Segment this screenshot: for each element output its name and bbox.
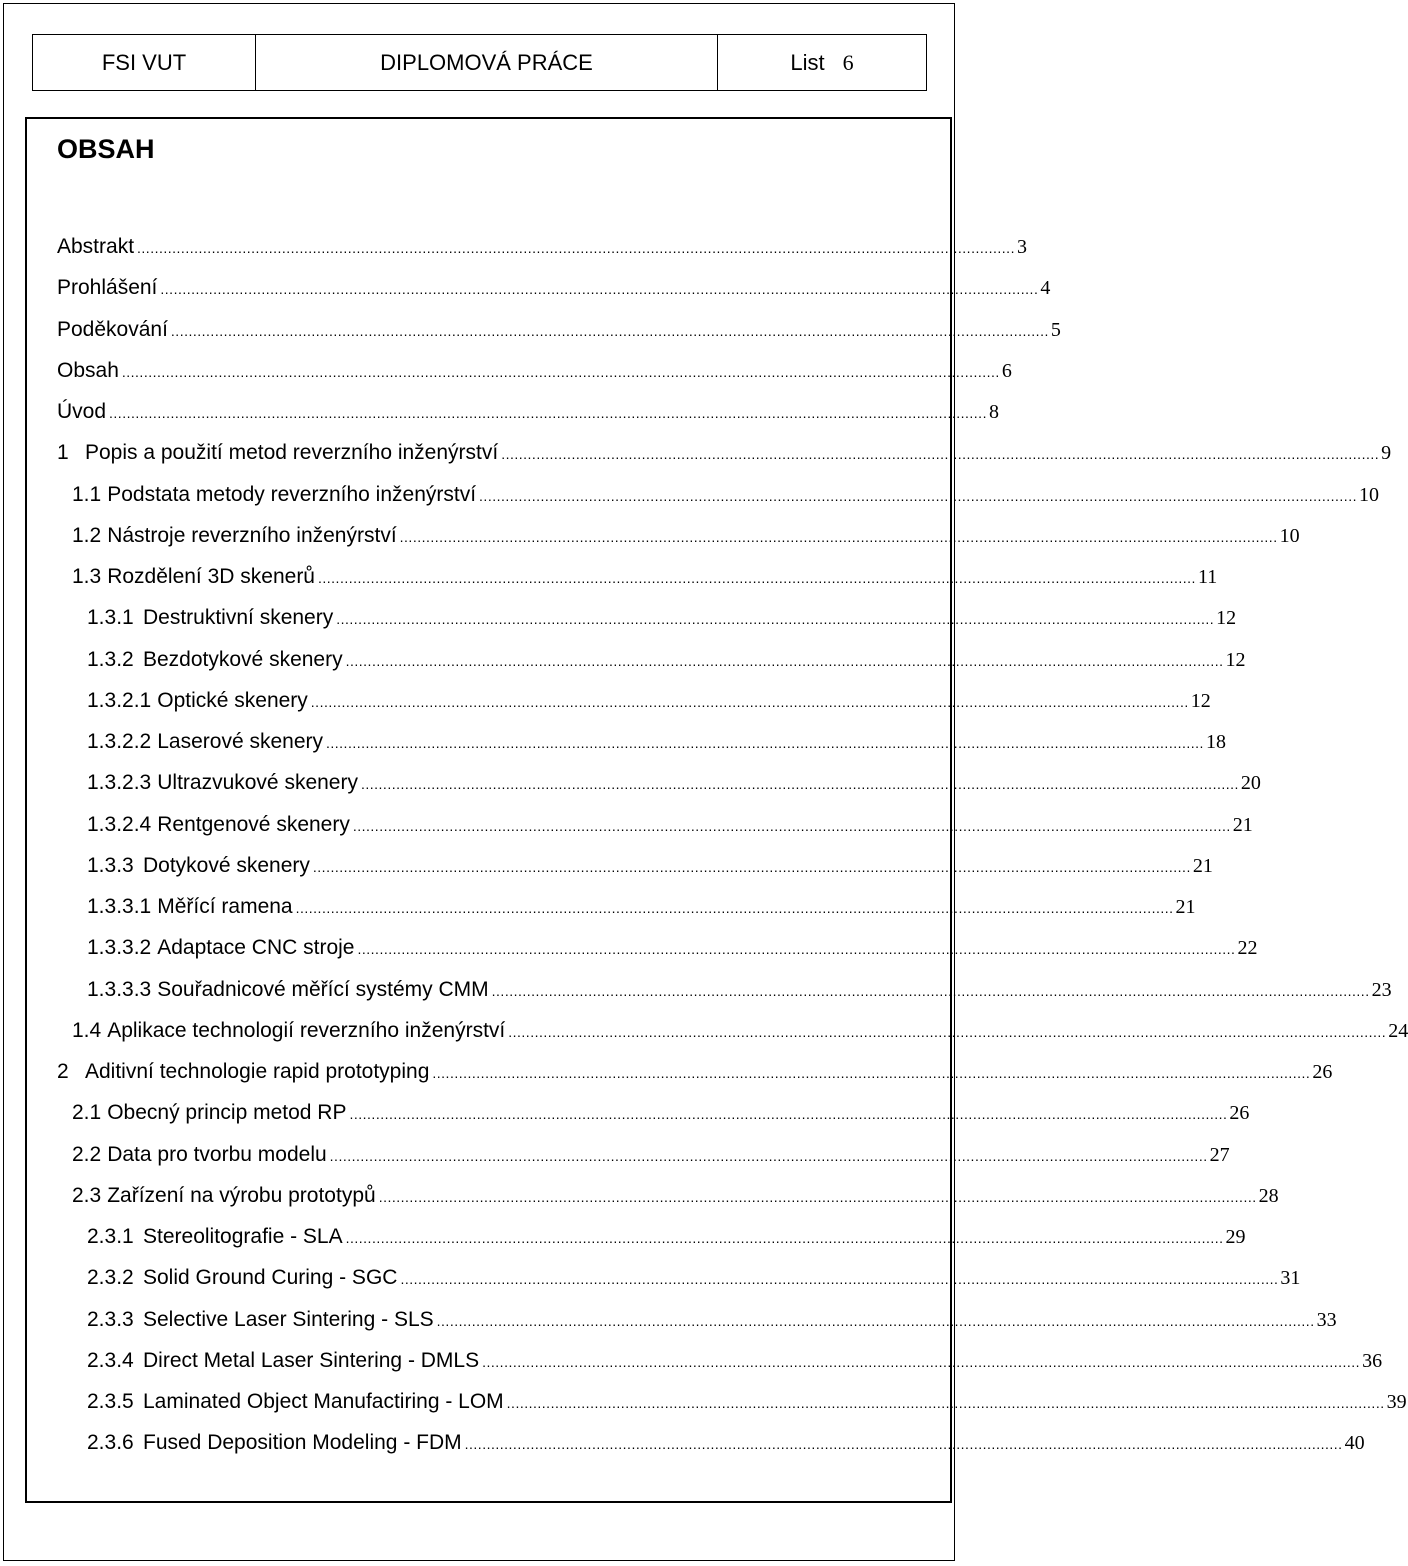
toc-entry-number: 2.3.4 <box>87 1348 134 1372</box>
toc-entry-page: 27 <box>1209 1143 1230 1166</box>
toc-entry-label <box>87 1390 504 1414</box>
toc-entry-page: 10 <box>1358 483 1379 506</box>
toc-entry-label <box>87 978 489 1002</box>
toc-entry-number: 1.3.2.1 <box>87 688 152 712</box>
toc-entry-number: 2.3.6 <box>87 1431 134 1455</box>
toc-entry-page: 12 <box>1216 607 1237 630</box>
toc-entry-page: 10 <box>1279 524 1300 547</box>
toc-entry-text: Dotykové skenery <box>143 853 310 877</box>
header-sheet <box>717 35 926 90</box>
toc-entry[interactable] <box>87 807 1253 837</box>
toc-entry-page: 26 <box>1312 1061 1333 1083</box>
toc-entry-number: 2.3 <box>72 1183 102 1207</box>
header-sheet-number: 6 <box>842 49 854 75</box>
toc-entry-label <box>87 771 358 795</box>
toc-dot-leader: ........................................................................................................................................................................................................ <box>310 693 1189 710</box>
toc-entry-text: Laserové skenery <box>157 730 323 753</box>
toc-entry[interactable] <box>87 642 1246 672</box>
toc-entry-text: Aditivní technologie rapid prototyping <box>85 1060 430 1083</box>
toc-entry[interactable] <box>72 559 1218 589</box>
toc-entry-text: Data pro tvorbu modelu <box>107 1142 327 1166</box>
toc-entry-label <box>87 895 293 919</box>
toc-entry-page: 40 <box>1344 1432 1365 1455</box>
toc-dot-leader: ........................................................................................................................................................................................................ <box>326 735 1204 751</box>
toc-entry-page: 8 <box>988 401 999 423</box>
toc-entry[interactable] <box>87 724 1226 754</box>
toc-dot-leader: ........................................................................................................................................................................................................ <box>345 652 1224 669</box>
toc-entry-number: 2.2 <box>72 1142 102 1166</box>
toc-entry-page: 3 <box>1016 236 1027 258</box>
toc-entry-text: Bezdotykové skenery <box>143 647 343 671</box>
toc-entry-text: Souřadnicové měřící systémy CMM <box>157 977 489 1001</box>
toc-entry-number: 1.3.3.2 <box>87 936 152 960</box>
toc-entry-number: 1.3.3.3 <box>87 977 152 1001</box>
toc-entry-label <box>87 1349 479 1373</box>
toc-entry-text: Podstata metody reverzního inženýrství <box>107 482 477 506</box>
toc-entry-number: 2.3.3 <box>87 1307 134 1331</box>
toc-dot-leader: ........................................................................................................................................................................................................ <box>349 1106 1228 1123</box>
toc-entry-label <box>72 524 397 548</box>
page-header <box>32 34 927 91</box>
toc-title: OBSAH <box>57 134 155 164</box>
toc-entry[interactable] <box>87 1384 1407 1414</box>
toc-dot-leader: ........................................................................................................................................................................................................ <box>479 487 1357 504</box>
toc-entry-text: Popis a použití metod reverzního inženýrství <box>85 441 499 465</box>
toc-entry-label <box>87 813 350 837</box>
toc-entry[interactable] <box>87 889 1196 919</box>
toc-entry-page: 21 <box>1232 813 1253 836</box>
toc-dot-leader: ........................................................................................................................................................................................................ <box>345 1230 1224 1246</box>
toc-entry[interactable] <box>57 1054 1333 1084</box>
toc-entry[interactable] <box>87 1425 1365 1455</box>
toc-entry-page: 5 <box>1050 318 1061 341</box>
toc-entry-number: 1 <box>57 441 69 465</box>
toc-dot-leader: ........................................................................................................................................................................................................ <box>464 1436 1343 1453</box>
toc-entry-text: Aplikace technologií reverzního inženýrství <box>107 1018 506 1042</box>
header-doc-type <box>255 35 717 90</box>
toc-entry-number: 1.3 <box>72 565 102 588</box>
toc-dot-leader: ........................................................................................................................................................................................................ <box>378 1188 1257 1205</box>
toc-entry-page: 12 <box>1225 648 1246 671</box>
toc-entry-label <box>57 441 498 465</box>
toc-entry-text: Obecný princip metod RP <box>107 1101 347 1125</box>
toc-dot-leader: ........................................................................................................................................................................................................ <box>318 570 1196 586</box>
toc-entry-label <box>87 1225 343 1249</box>
toc-entry[interactable] <box>72 1013 1408 1043</box>
toc-entry-page: 9 <box>1381 442 1392 465</box>
toc-entry-label <box>87 1308 434 1332</box>
toc-dot-leader: ........................................................................................................................................................................................................ <box>436 1312 1315 1329</box>
toc-entry[interactable] <box>72 1178 1279 1208</box>
toc-entry-label <box>87 648 343 672</box>
toc-entry-label <box>87 730 323 754</box>
toc-entry-text: Optické skenery <box>157 688 308 712</box>
toc-entry-text: Nástroje reverzního inženýrství <box>107 523 397 547</box>
toc-entry-label <box>87 606 333 630</box>
toc-entry-text: Laminated Object Manufactiring - LOM <box>143 1390 504 1413</box>
toc-entry-number: 1.3.3.1 <box>87 895 152 918</box>
toc-entry-text: Selective Laser Sintering - SLS <box>143 1307 434 1331</box>
toc-entry-number: 1.3.3 <box>87 853 134 877</box>
toc-entry-label <box>57 1060 429 1084</box>
toc-entry-number: 1.1 <box>72 482 102 506</box>
toc-entry[interactable] <box>57 394 999 424</box>
toc-dot-leader: ........................................................................................................................................................................................................ <box>160 281 1039 298</box>
toc-dot-leader: ........................................................................................................................................................................................................ <box>352 817 1231 834</box>
toc-entry[interactable] <box>57 229 1027 259</box>
toc-dot-leader: ........................................................................................................................................................................................................ <box>357 941 1236 958</box>
toc-entry[interactable] <box>57 312 1061 342</box>
header-doc-type-text: DIPLOMOVÁ PRÁCE <box>380 49 593 75</box>
toc-entry-label <box>87 689 308 713</box>
toc-entry-label <box>87 1266 397 1290</box>
toc-entry-page: 20 <box>1240 772 1261 795</box>
toc-entry-page: 39 <box>1386 1391 1407 1413</box>
toc-entry-page: 28 <box>1258 1184 1279 1207</box>
toc-entry-text: Úvod <box>57 400 107 423</box>
toc-entry-number: 1.3.2 <box>87 647 134 671</box>
toc-entry[interactable] <box>72 477 1379 507</box>
toc-entry-page: 23 <box>1371 978 1392 1001</box>
toc-entry-label <box>57 235 134 259</box>
toc-entry-label <box>57 318 168 342</box>
toc-entry-text: Zařízení na výrobu prototypů <box>107 1183 376 1207</box>
toc-entry-number: 2 <box>57 1060 69 1083</box>
toc-entry-text: Ultrazvukové skenery <box>157 771 358 795</box>
toc-entry-number: 2.1 <box>72 1101 102 1125</box>
toc-entry-label <box>72 1184 376 1208</box>
toc-entry-page: 22 <box>1237 937 1258 960</box>
toc-entry-label <box>57 359 119 383</box>
toc-entry[interactable] <box>72 518 1300 548</box>
toc-dot-leader: ........................................................................................................................................................................................................ <box>508 1023 1387 1040</box>
toc-entry-page: 21 <box>1175 896 1196 918</box>
toc-dot-leader: ........................................................................................................................................................................................................ <box>312 858 1191 875</box>
toc-entry-label <box>72 483 476 507</box>
toc-entry-number: 2.3.1 <box>87 1225 134 1248</box>
toc-entry-page: 4 <box>1040 277 1051 300</box>
toc-entry-text: Prohlášení <box>57 276 158 300</box>
toc-entry-number: 1.3.2.3 <box>87 771 152 795</box>
toc-entry[interactable] <box>87 600 1237 630</box>
toc-dot-leader: ........................................................................................................................................................................................................ <box>491 982 1370 999</box>
toc-dot-leader: ........................................................................................................................................................................................................ <box>482 1353 1361 1370</box>
toc-dot-leader: ........................................................................................................................................................................................................ <box>329 1147 1208 1164</box>
toc-entry-label <box>72 1019 505 1043</box>
toc-entry-label <box>72 1101 346 1125</box>
toc-entry-page: 26 <box>1229 1102 1250 1125</box>
toc-entry-number: 1.3.2.4 <box>87 812 152 836</box>
toc-dot-leader: ........................................................................................................................................................................................................ <box>336 611 1215 628</box>
toc-dot-leader: ........................................................................................................................................................................................................ <box>360 776 1239 793</box>
header-school <box>33 35 255 90</box>
toc-entry-label <box>72 565 315 589</box>
toc-dot-leader: ........................................................................................................................................................................................................ <box>501 446 1380 463</box>
toc-entry-text: Direct Metal Laser Sintering - DMLS <box>143 1348 480 1372</box>
toc-dot-leader: ........................................................................................................................................................................................................ <box>399 528 1278 545</box>
toc-dot-leader: ........................................................................................................................................................................................................ <box>400 1271 1279 1288</box>
toc-entry-page: 31 <box>1280 1267 1301 1290</box>
toc-entry[interactable] <box>87 930 1258 960</box>
toc-entry-label <box>87 936 355 960</box>
toc-entry-page: 21 <box>1192 854 1213 877</box>
toc-entry[interactable] <box>72 1137 1230 1167</box>
toc-entry-number: 1.4 <box>72 1018 102 1042</box>
toc-entry-page: 12 <box>1190 689 1211 712</box>
toc-entry-text: Fused Deposition Modeling - FDM <box>143 1431 462 1455</box>
toc-dot-leader: ........................................................................................................................................................................................................ <box>121 363 1000 380</box>
toc-dot-leader: ........................................................................................................................................................................................................ <box>295 900 1174 916</box>
toc-entry-number: 2.3.5 <box>87 1390 134 1413</box>
toc-entry[interactable] <box>72 1095 1250 1125</box>
header-school-text: FSI VUT <box>101 49 187 75</box>
toc-entry[interactable] <box>87 765 1261 795</box>
toc-entry-label <box>72 1143 327 1167</box>
toc-entry[interactable] <box>87 683 1211 713</box>
toc-entry-text: Rentgenové skenery <box>157 812 350 836</box>
toc-entry[interactable] <box>87 1260 1301 1290</box>
toc-dot-leader: ........................................................................................................................................................................................................ <box>432 1065 1311 1081</box>
toc-dot-leader: ........................................................................................................................................................................................................ <box>137 240 1015 256</box>
toc-entry-text: Solid Ground Curing - SGC <box>143 1266 398 1290</box>
header-sheet-label: List <box>790 49 825 75</box>
toc-dot-leader: ........................................................................................................................................................................................................ <box>109 405 987 421</box>
toc-entry-text: Destruktivní skenery <box>143 606 334 630</box>
toc-entry[interactable] <box>87 972 1392 1002</box>
toc-entry-page: 18 <box>1205 731 1226 753</box>
toc-entry-number: 2.3.2 <box>87 1266 134 1290</box>
toc-entry-label <box>87 1431 462 1455</box>
toc-dot-leader: ........................................................................................................................................................................................................ <box>506 1395 1385 1411</box>
toc-entry-page: 6 <box>1001 359 1012 382</box>
toc-entry[interactable] <box>87 848 1213 878</box>
toc-entry[interactable] <box>87 1219 1246 1249</box>
toc-entry-text: Poděkování <box>57 317 168 341</box>
toc-entry-label <box>57 400 106 424</box>
toc-entry-label <box>57 276 157 300</box>
toc-entry[interactable] <box>87 1302 1337 1332</box>
toc-entry[interactable] <box>87 1343 1383 1373</box>
toc-dot-leader: ........................................................................................................................................................................................................ <box>170 322 1049 339</box>
toc-entry-number: 1.2 <box>72 523 102 547</box>
toc-entry-page: 29 <box>1225 1226 1246 1248</box>
toc-entry[interactable] <box>57 435 1392 465</box>
toc-entry-page: 11 <box>1197 566 1218 588</box>
toc-entry[interactable] <box>57 353 1012 383</box>
toc-entry-page: 36 <box>1362 1349 1383 1372</box>
toc-entry-number: 1.3.2.2 <box>87 730 152 753</box>
toc-entry-text: Obsah <box>57 358 119 382</box>
toc-entry-text: Stereolitografie - SLA <box>143 1225 343 1248</box>
toc-entry-page: 33 <box>1316 1308 1337 1331</box>
toc-entry-text: Adaptace CNC stroje <box>157 936 355 960</box>
toc-entry-text: Abstrakt <box>57 235 135 258</box>
toc-entry-label <box>87 854 310 878</box>
toc-entry-page: 24 <box>1388 1019 1408 1042</box>
toc-entry-text: Měřící ramena <box>157 895 293 918</box>
toc-entry[interactable] <box>57 270 1051 300</box>
toc-entry-text: Rozdělení 3D skenerů <box>107 565 315 588</box>
toc-entry-number: 1.3.1 <box>87 606 134 630</box>
